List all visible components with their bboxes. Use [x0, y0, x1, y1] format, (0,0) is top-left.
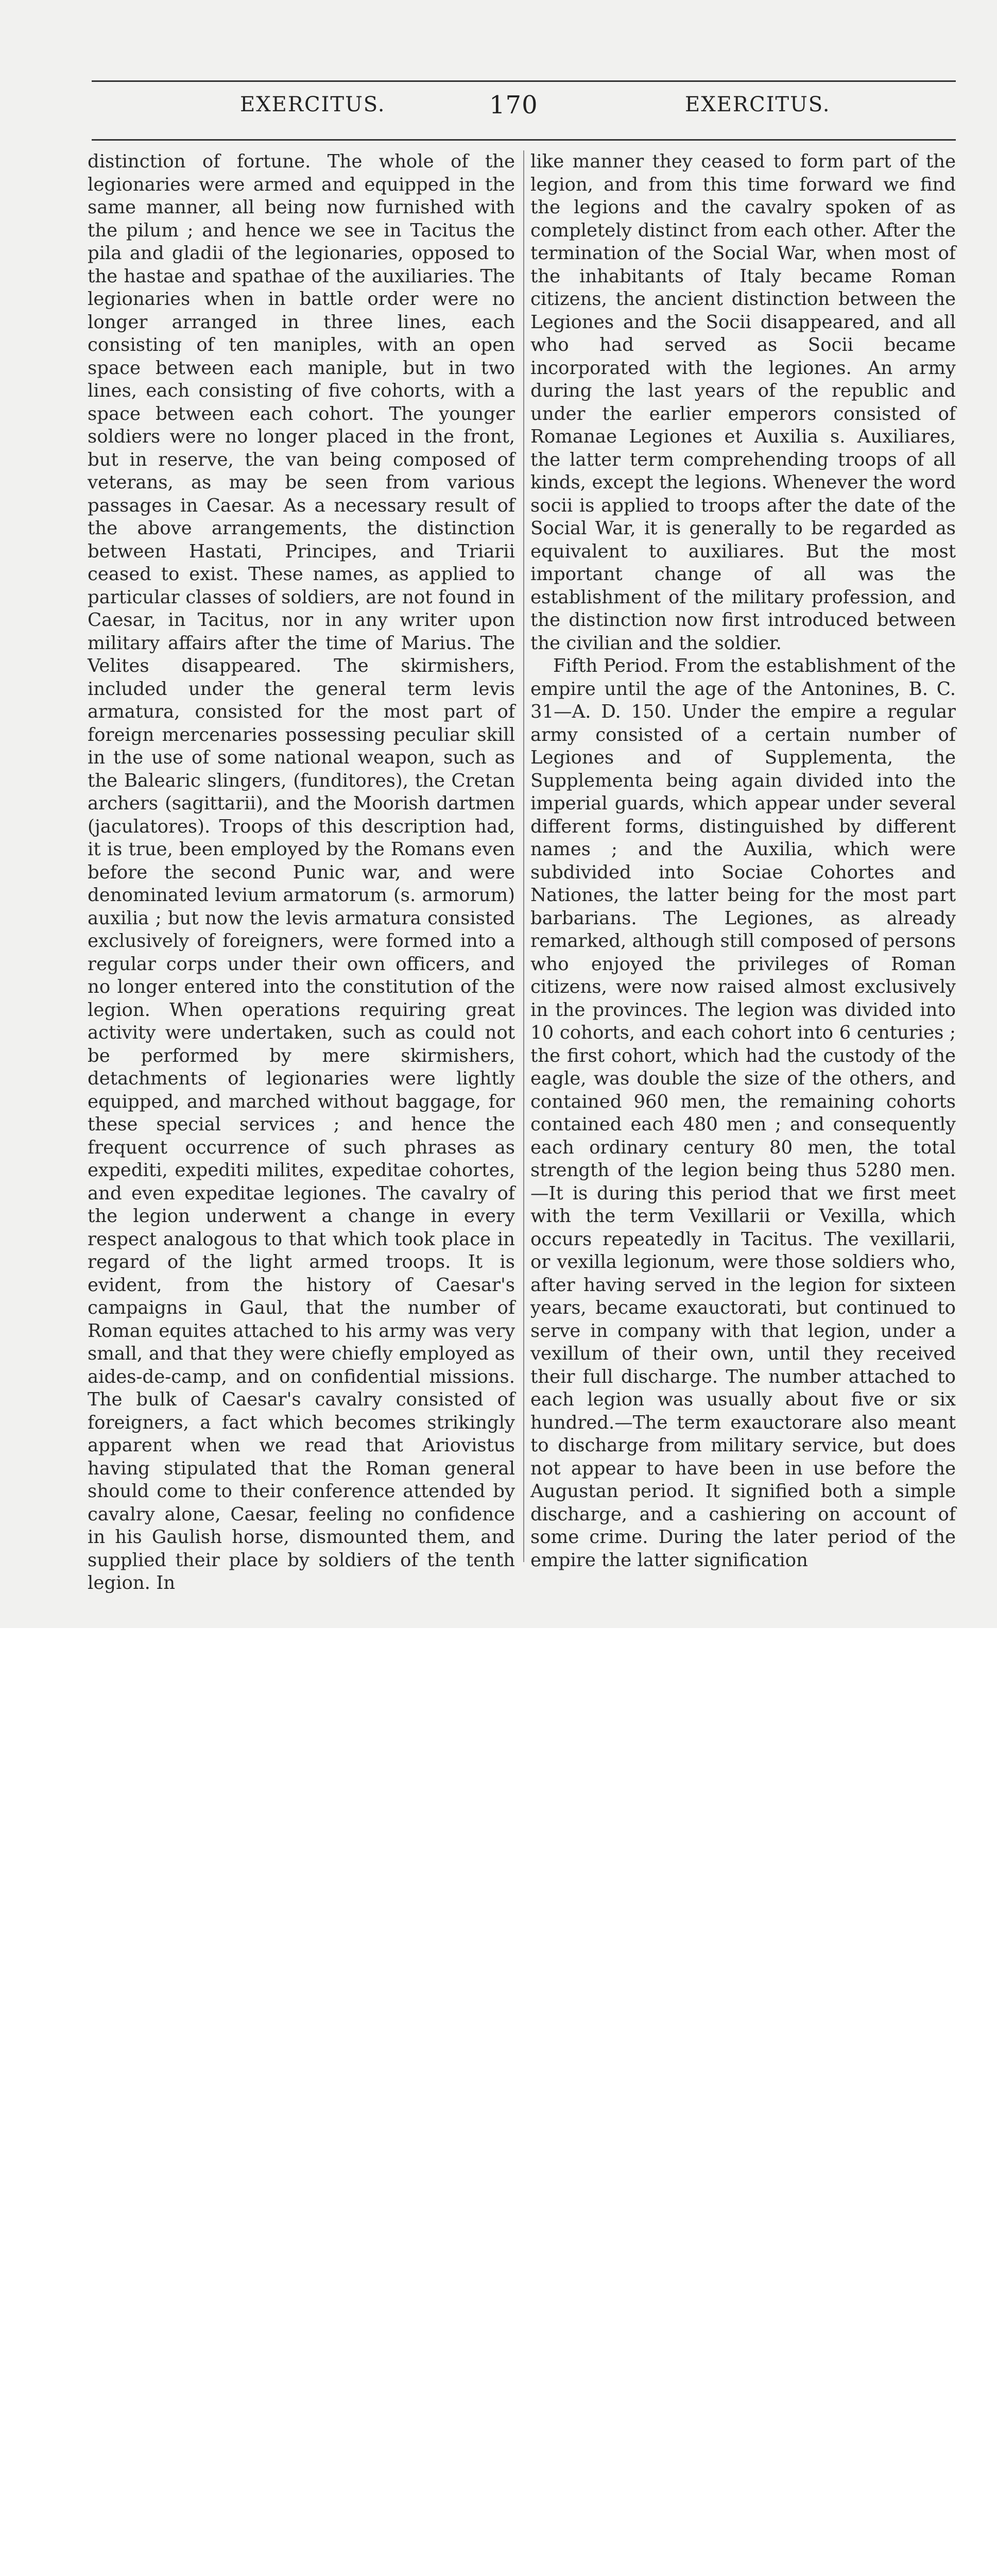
text-column-right [530, 150, 956, 1572]
paragraph: like manner they ceased to form part of the legion, and from this time forward we find the legions and the cavalry spoken of as completely distinct from each other. After the termination of the Social War, when most of the inhabitants of Italy became Roman citizens, the ancient distinction between the Legiones and the Socii disappeared, and all who had served as Socii became incorporated with the legiones. An army during the last years of the republic and under the earlier emperors consisted of Romanae Legiones et Auxilia s. Auxiliares, the latter term comprehending troops of all kinds, except the legions. Whenever the word socii is applied to troops after the date of the Social War, it is generally to be regarded as equivalent to auxiliares. But the most important change of all was the establishment of the military profession, and the distinction now first introduced between the civilian and the soldier. [530, 151, 956, 654]
running-head-right: EXERCITUS. [685, 93, 831, 116]
paragraph: distinction of fortune. The whole of the legionaries were armed and equipped in the same manner, all being now furnished with the pilum ; and hence we see in Tacitus the pila and gladii of the legionaries, opposed to the hastae and spathae of the auxiliaries. The legionaries when in battle order were no longer arranged in three lines, each consisting of ten maniples, with an open space between each maniple, but in two lines, each consisting of five cohorts, with a space between each cohort. The younger soldiers were no longer placed in the front, but in reserve, the van being composed of veterans, as may be seen from various passages in Caesar. As a necessary result of the above arrangements, the distinction between Hastati, Principes, and Triarii ceased to exist. These names, as applied to particular classes of soldiers, are not found in Caesar, in Tacitus, nor in any writer upon military affairs after the time of Marius. The Velites disappeared. The skirmishers, included under the general term levis armatura, consisted for the most part of foreign mercenaries possessing peculiar skill in the use of some national weapon, such as the Balearic slingers, (funditores), the Cretan archers (sagittarii), and the Moorish dartmen (jaculatores). Troops of this description had, it is true, been employed by the Romans even before the second Punic war, and were denominated levium armatorum (s. armorum) auxilia ; but now the levis armatura consisted exclusively of foreigners, were formed into a regular corps under their own officers, and no longer entered into the constitution of the legion. When operations requiring great activity were undertaken, such as could not be performed by mere skirmishers, detachments of legionaries were lightly equipped, and marched without baggage, for these special services ; and hence the frequent occurrence of such phrases as expediti, expediti milites, expeditae cohortes, and even expeditae legiones. The cavalry of the legion underwent a change in every respect analogous to that which took place in regard of the light armed troops. It is evident, from the history of Caesar's campaigns in Gaul, that the number of Roman equites attached to his army was very small, and that they were chiefly employed as aides-de-camp, and on confidential missions. The bulk of Caesar's cavalry consisted of foreigners, a fact which becomes strikingly apparent when we read that Ariovistus having stipulated that the Roman general should come to their conference attended by cavalry alone, Caesar, feeling no confidence in his Gaulish horse, dismounted them, and supplied their place by soldiers of the tenth legion. In [88, 151, 515, 1594]
top-rule [92, 80, 956, 82]
viewer-footer [0, 1628, 997, 1698]
page-number: 170 [489, 91, 538, 120]
text-column-left [88, 150, 515, 1594]
running-head-left: EXERCITUS. [240, 93, 386, 116]
column-divider [523, 150, 524, 1562]
paragraph: Fifth Period. From the establishment of the empire until the age of the Antonines, B. C. 31—A. D. 150. Under the empire a regular army consisted of a certain number of Legiones and of Supplementa, the Supplementa being again divided into the imperial guards, which appear under several different forms, distinguished by different names ; and the Auxilia, which were subdivided into Sociae Cohortes and Nationes, the latter being for the most part barbarians. The Legiones, as already remarked, although still composed of persons who enjoyed the privileges of Roman citizens, were now raised almost exclusively in the provinces. The legion was divided into 10 cohorts, and each cohort into 6 centuries ; the first cohort, which had the custody of the eagle, was double the size of the others, and contained 960 men, the remaining cohorts contained each 480 men ; and consequently each ordinary century 80 men, the total strength of the legion being thus 5280 men.—It is during this period that we first meet with the term Vexillarii or Vexilla, which occurs repeatedly in Tacitus. The vexillarii, or vexilla legionum, were those soldiers who, after having served in the legion for sixteen years, became exauctorati, but continued to serve in company with that legion, under a vexillum of their own, until they received their full discharge. The number attached to each legion was usually about five or six hundred.—The term exauctorare also meant to discharge from military service, but does not appear to have been in use before the Augustan period. It signified both a simple discharge, and a cashiering on account of some crime. During the later period of the empire the latter signification [530, 655, 956, 1571]
header-rule [92, 139, 956, 141]
